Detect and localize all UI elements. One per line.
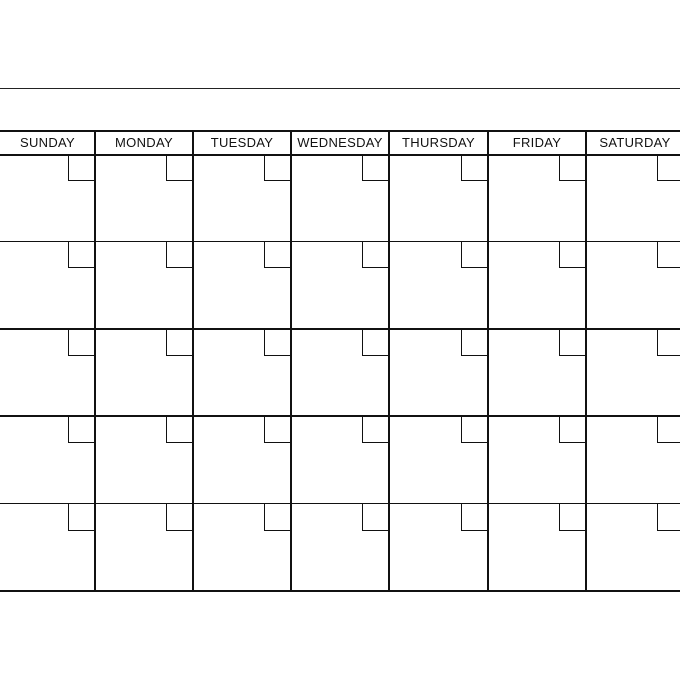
day-cell bbox=[193, 154, 291, 241]
date-number-box bbox=[362, 154, 389, 181]
date-number-box bbox=[264, 154, 291, 181]
day-cell bbox=[488, 241, 586, 328]
day-cell bbox=[95, 241, 193, 328]
day-cell bbox=[95, 329, 193, 416]
weekday-header-wednesday: WEDNESDAY bbox=[297, 134, 383, 150]
date-number-box bbox=[264, 416, 291, 443]
weekday-header-saturday: SATURDAY bbox=[599, 134, 671, 150]
weekday-header-friday: FRIDAY bbox=[512, 134, 562, 150]
weekday-header-tuesday: TUESDAY bbox=[210, 134, 274, 150]
day-cell bbox=[389, 154, 488, 241]
date-number-box bbox=[362, 241, 389, 268]
date-number-box bbox=[68, 329, 95, 356]
date-number-box bbox=[166, 416, 193, 443]
date-number-box bbox=[559, 329, 586, 356]
date-number-box bbox=[461, 329, 488, 356]
date-number-box bbox=[461, 241, 488, 268]
day-cell bbox=[291, 504, 389, 591]
day-cell bbox=[95, 504, 193, 591]
day-cell bbox=[488, 416, 586, 503]
day-cell bbox=[193, 504, 291, 591]
date-number-box bbox=[657, 329, 680, 356]
day-cell bbox=[389, 416, 488, 503]
date-number-box bbox=[166, 154, 193, 181]
date-number-box bbox=[166, 241, 193, 268]
date-number-box bbox=[264, 329, 291, 356]
day-cell bbox=[389, 504, 488, 591]
day-cell bbox=[95, 416, 193, 503]
weekday-header-sunday: SUNDAY bbox=[19, 134, 75, 150]
date-number-box bbox=[461, 504, 488, 531]
day-cell bbox=[291, 154, 389, 241]
blank-monthly-calendar bbox=[0, 130, 680, 591]
day-cell bbox=[0, 416, 95, 503]
day-cell bbox=[193, 329, 291, 416]
date-number-box bbox=[264, 504, 291, 531]
date-number-box bbox=[559, 416, 586, 443]
day-cell bbox=[95, 154, 193, 241]
date-number-box bbox=[264, 241, 291, 268]
date-number-box bbox=[461, 154, 488, 181]
day-cell bbox=[488, 154, 586, 241]
date-number-box bbox=[657, 154, 680, 181]
day-cell bbox=[193, 241, 291, 328]
date-number-box bbox=[657, 241, 680, 268]
date-number-box bbox=[657, 416, 680, 443]
day-cell bbox=[389, 241, 488, 328]
day-cell bbox=[0, 504, 95, 591]
date-number-box bbox=[68, 154, 95, 181]
date-number-box bbox=[559, 154, 586, 181]
day-cell bbox=[586, 329, 680, 416]
weekday-header-monday: MONDAY bbox=[115, 134, 173, 150]
day-cell bbox=[193, 416, 291, 503]
day-cell bbox=[0, 154, 95, 241]
day-cell bbox=[586, 241, 680, 328]
day-cell bbox=[291, 329, 389, 416]
title-writing-line bbox=[0, 88, 680, 89]
day-cell bbox=[0, 241, 95, 328]
day-cell bbox=[389, 329, 488, 416]
weekday-header-thursday: THURSDAY bbox=[402, 134, 475, 150]
date-number-box bbox=[68, 241, 95, 268]
date-number-box bbox=[68, 504, 95, 531]
date-number-box bbox=[362, 504, 389, 531]
date-number-box bbox=[362, 329, 389, 356]
date-number-box bbox=[559, 504, 586, 531]
date-number-box bbox=[559, 241, 586, 268]
date-number-box bbox=[166, 329, 193, 356]
header-top-border bbox=[0, 130, 680, 132]
date-number-box bbox=[461, 416, 488, 443]
day-cell bbox=[291, 241, 389, 328]
day-cell bbox=[0, 329, 95, 416]
date-number-box bbox=[68, 416, 95, 443]
day-cell bbox=[488, 504, 586, 591]
day-cell bbox=[586, 416, 680, 503]
date-number-box bbox=[166, 504, 193, 531]
day-cell bbox=[586, 154, 680, 241]
date-number-box bbox=[657, 504, 680, 531]
day-cell bbox=[488, 329, 586, 416]
day-cell bbox=[291, 416, 389, 503]
date-number-box bbox=[362, 416, 389, 443]
day-cell bbox=[586, 504, 680, 591]
